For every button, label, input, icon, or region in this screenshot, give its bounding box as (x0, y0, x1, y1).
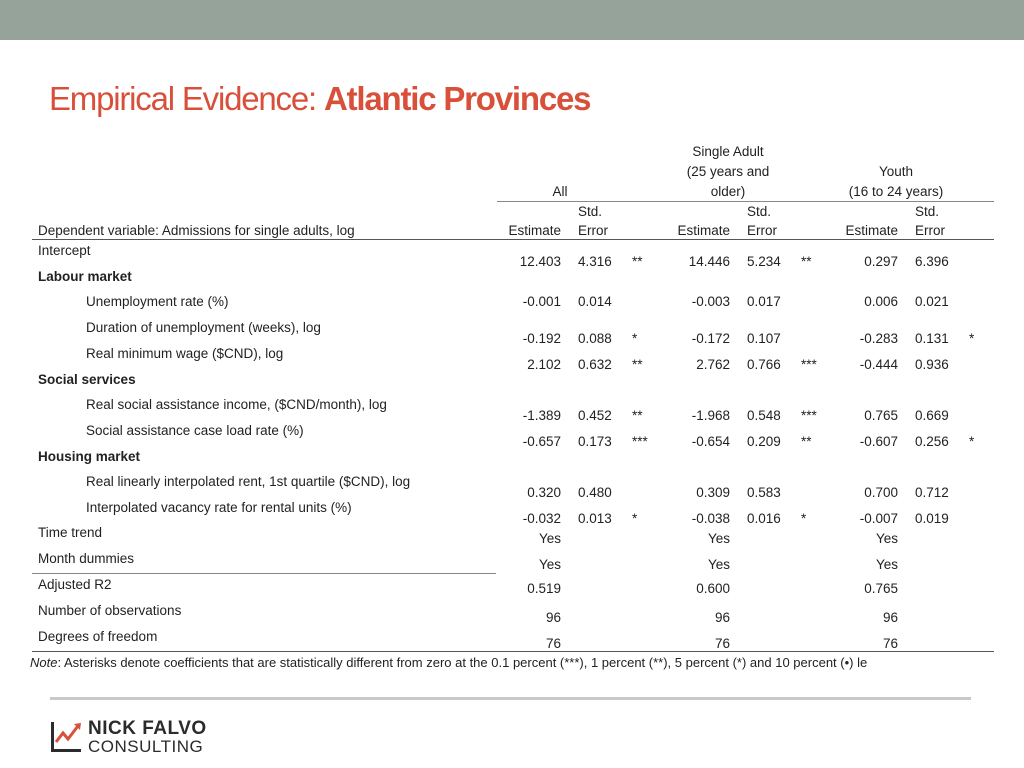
row-label: Number of observations (38, 603, 182, 618)
title-emphasis: Atlantic Provinces (323, 80, 591, 117)
cell-estimate-youth: -0.444 (859, 357, 898, 372)
cell-stderr-single-adult: 0.548 (747, 408, 781, 423)
col-header-estimate-single-adult: Estimate (677, 223, 730, 238)
cell-estimate-all: 76 (545, 636, 561, 651)
cell-estimate-youth: 0.297 (864, 254, 898, 269)
cell-estimate-all: 12.403 (519, 254, 561, 269)
cell-stderr-single-adult: 0.209 (747, 434, 781, 449)
row-label: Social services (38, 372, 136, 387)
group-header-single-adult-line2: (25 years and (686, 164, 770, 179)
cell-stderr-single-adult: 0.016 (747, 511, 781, 526)
cell-stderr-single-adult: 0.583 (747, 485, 781, 500)
cell-estimate-youth: -0.007 (859, 511, 898, 526)
row-label: Labour market (38, 269, 132, 284)
cell-stderr-single-adult: 5.234 (747, 254, 781, 269)
cell-stderr-youth: 0.256 (915, 434, 949, 449)
cell-estimate-youth: -0.607 (859, 434, 898, 449)
cell-stderr-youth: 0.669 (915, 408, 949, 423)
row-label: Degrees of freedom (38, 629, 158, 644)
row-label: Real linearly interpolated rent, 1st quartile ($CND), log (86, 474, 411, 489)
cell-stderr-youth: 0.021 (915, 294, 949, 309)
cell-estimate-single-adult: -0.003 (691, 294, 730, 309)
top-banner (0, 0, 1024, 40)
cell-estimate-single-adult: 2.762 (696, 357, 730, 372)
cell-estimate-youth: Yes (875, 557, 899, 572)
cell-sig-single-adult: *** (801, 357, 817, 372)
logo-line2: CONSULTING (88, 737, 204, 756)
col-header-error-all: Error (578, 223, 608, 238)
cell-stderr-single-adult: 0.017 (747, 294, 781, 309)
cell-estimate-single-adult: Yes (707, 531, 731, 546)
row-label: Adjusted R2 (38, 577, 112, 592)
cell-stderr-youth: 6.396 (915, 254, 949, 269)
cell-estimate-youth: 0.765 (864, 408, 898, 423)
nick-falvo-logo (50, 716, 250, 756)
cell-estimate-all: -0.001 (522, 294, 561, 309)
cell-estimate-single-adult: 0.309 (696, 485, 730, 500)
cell-estimate-single-adult: Yes (707, 557, 731, 572)
cell-estimate-youth: -0.283 (859, 331, 898, 346)
cell-estimate-all: -1.389 (522, 408, 561, 423)
cell-estimate-single-adult: 76 (714, 636, 730, 651)
cell-estimate-youth: 0.700 (864, 485, 898, 500)
cell-estimate-single-adult: 0.600 (696, 581, 730, 596)
cell-estimate-all: Yes (538, 557, 562, 572)
cell-sig-all: ** (632, 254, 643, 269)
row-label: Duration of unemployment (weeks), log (86, 320, 321, 335)
footer-rule (50, 697, 971, 700)
cell-sig-all: * (632, 511, 638, 526)
cell-sig-youth: * (969, 434, 975, 449)
row-label: Housing market (38, 449, 141, 464)
cell-estimate-all: Yes (538, 531, 562, 546)
logo-line1: NICK FALVO (88, 718, 207, 739)
cell-estimate-single-adult: 96 (714, 610, 730, 625)
col-header-error-single-adult: Error (747, 223, 777, 238)
group-header-youth-line1: Youth (878, 164, 914, 179)
cell-estimate-youth: 76 (882, 636, 898, 651)
cell-stderr-all: 0.452 (578, 408, 612, 423)
row-label: Real social assistance income, ($CND/month), log (86, 397, 387, 412)
cell-stderr-all: 0.088 (578, 331, 612, 346)
note-text: : Asterisks denote coefficients that are statistically different from zero at the 0.1 percent (***), 1 percent (**), 5 percent (*) and 10 percent (•) le (57, 655, 868, 670)
cell-stderr-all: 0.173 (578, 434, 612, 449)
note-label: Note (30, 655, 58, 670)
cell-stderr-all: 0.013 (578, 511, 612, 526)
group-header-rule (497, 201, 994, 202)
col-header-estimate-youth: Estimate (845, 223, 898, 238)
cell-estimate-youth: Yes (875, 531, 899, 546)
cell-stderr-youth: 0.131 (915, 331, 949, 346)
table-note (30, 655, 867, 671)
cell-stderr-all: 0.632 (578, 357, 612, 372)
cell-estimate-all: 0.519 (527, 581, 561, 596)
row-label: Month dummies (38, 551, 135, 566)
group-header-single-adult-line1: Single Adult (692, 144, 764, 159)
cell-estimate-youth: 0.765 (864, 581, 898, 596)
logo-chart-icon (50, 718, 84, 754)
row-label: Unemployment rate (%) (86, 294, 229, 309)
cell-estimate-all: -0.032 (522, 511, 561, 526)
cell-estimate-single-adult: -0.038 (691, 511, 730, 526)
controls-rule (32, 573, 496, 574)
cell-sig-single-adult: * (801, 511, 807, 526)
header-bottom-rule (32, 239, 994, 240)
group-header-all: All (552, 184, 568, 199)
cell-stderr-all: 4.316 (578, 254, 612, 269)
title-prefix: Empirical Evidence: (49, 80, 324, 117)
cell-estimate-all: -0.657 (522, 434, 561, 449)
group-header-single-adult-line3: older) (710, 184, 746, 199)
cell-estimate-all: -0.192 (522, 331, 561, 346)
cell-sig-single-adult: ** (801, 254, 812, 269)
cell-stderr-single-adult: 0.107 (747, 331, 781, 346)
col-header-error-youth: Error (915, 223, 945, 238)
cell-estimate-all: 2.102 (527, 357, 561, 372)
cell-estimate-single-adult: -0.172 (691, 331, 730, 346)
slide-title (49, 80, 590, 118)
cell-sig-all: ** (632, 357, 643, 372)
row-label: Intercept (38, 243, 91, 258)
row-label: Time trend (38, 525, 103, 540)
cell-estimate-single-adult: -0.654 (691, 434, 730, 449)
col-header-std-all: Std. (578, 204, 603, 219)
col-header-std-single-adult: Std. (747, 204, 772, 219)
col-header-std-youth: Std. (915, 204, 940, 219)
cell-stderr-all: 0.014 (578, 294, 612, 309)
cell-sig-all: ** (632, 408, 643, 423)
cell-estimate-youth: 96 (882, 610, 898, 625)
cell-sig-youth: * (969, 331, 975, 346)
cell-stderr-youth: 0.019 (915, 511, 949, 526)
dependent-variable-label: Dependent variable: Admissions for single adults, log (38, 223, 355, 238)
cell-stderr-youth: 0.936 (915, 357, 949, 372)
cell-sig-all: * (632, 331, 638, 346)
col-header-estimate-all: Estimate (508, 223, 561, 238)
cell-estimate-all: 0.320 (527, 485, 561, 500)
cell-estimate-single-adult: -1.968 (691, 408, 730, 423)
row-label: Real minimum wage ($CND), log (86, 346, 284, 361)
cell-estimate-all: 96 (545, 610, 561, 625)
cell-sig-single-adult: ** (801, 434, 812, 449)
group-header-youth-line2: (16 to 24 years) (848, 184, 944, 199)
cell-sig-all: *** (632, 434, 648, 449)
cell-stderr-single-adult: 0.766 (747, 357, 781, 372)
cell-estimate-youth: 0.006 (864, 294, 898, 309)
cell-sig-single-adult: *** (801, 408, 817, 423)
cell-stderr-all: 0.480 (578, 485, 612, 500)
cell-stderr-youth: 0.712 (915, 485, 949, 500)
row-label: Interpolated vacancy rate for rental units (%) (86, 500, 352, 515)
row-label: Social assistance case load rate (%) (86, 423, 304, 438)
cell-estimate-single-adult: 14.446 (688, 254, 730, 269)
